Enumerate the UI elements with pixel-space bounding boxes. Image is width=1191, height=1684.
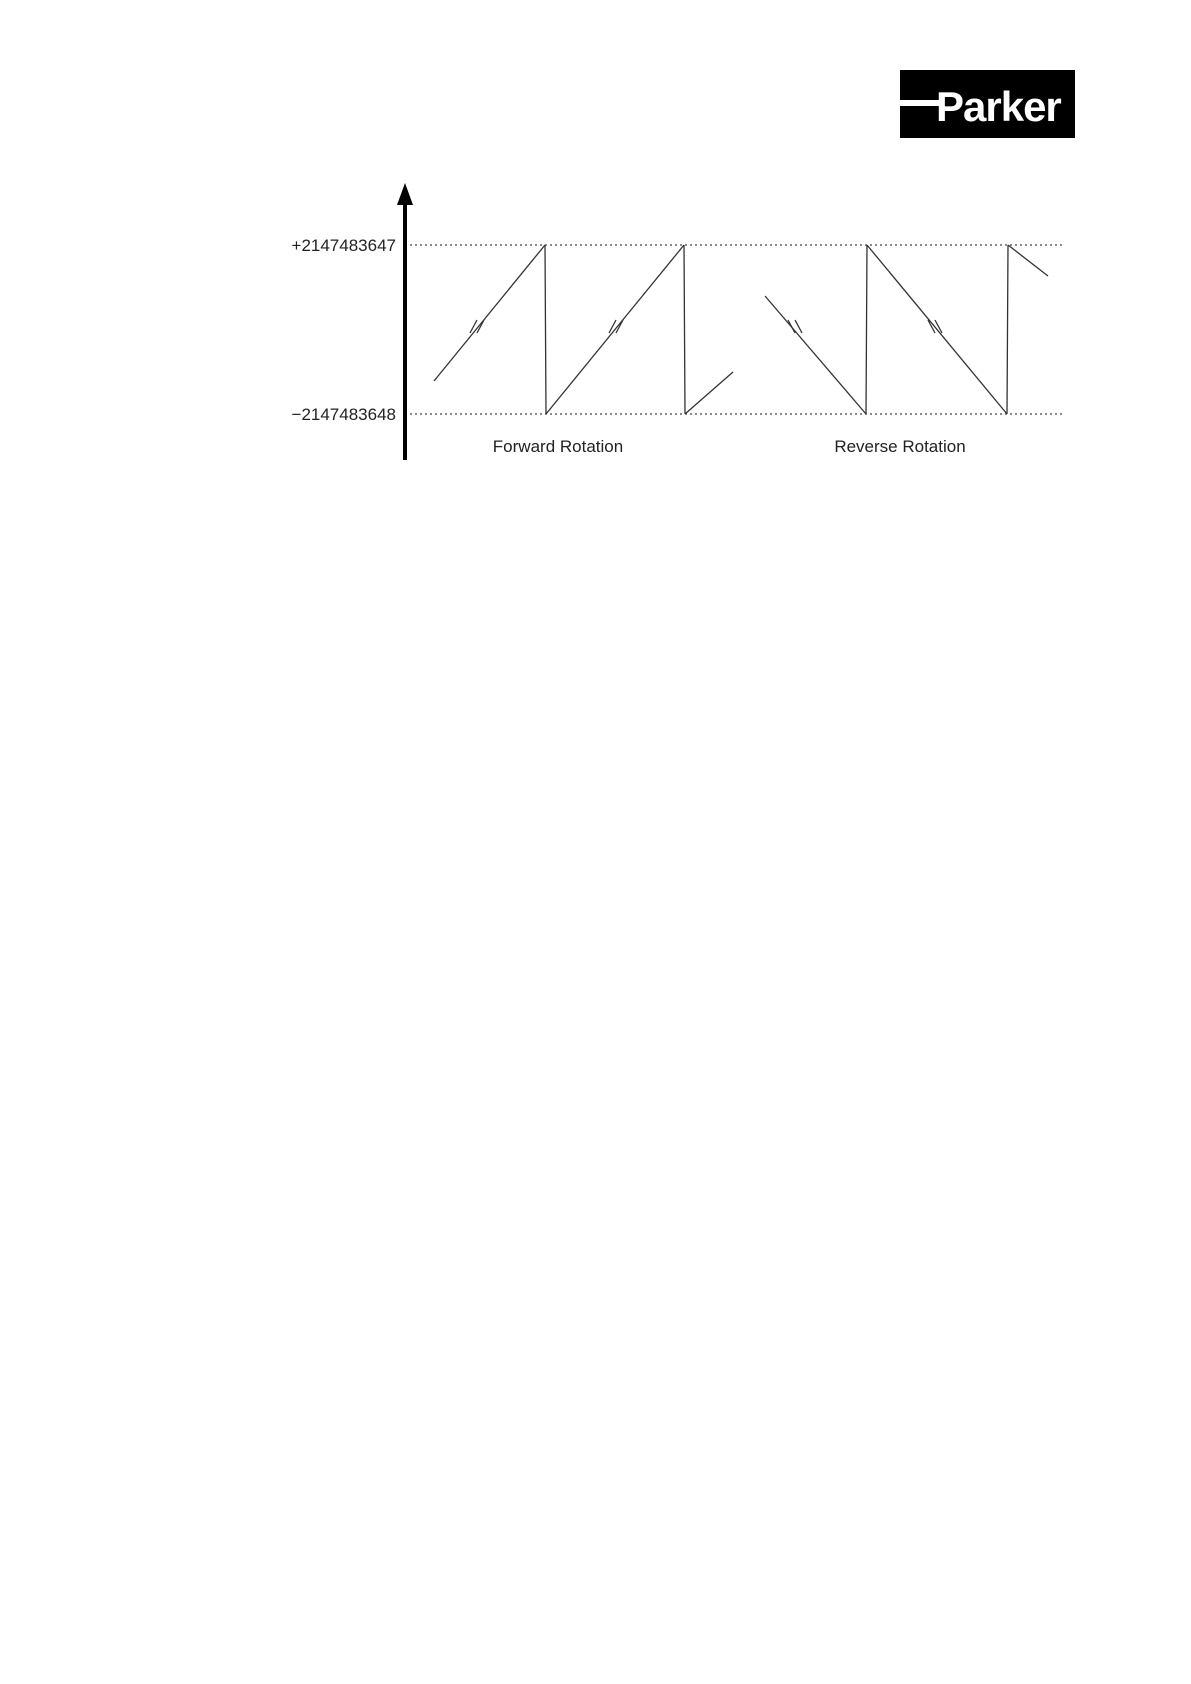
forward-break-mark-1a [470,320,477,333]
reverse-break-mark-1b [795,320,802,333]
reverse-ramp-2 [867,245,1007,414]
forward-ramp-2 [546,245,684,414]
forward-drop-2 [684,245,685,414]
reverse-rotation-label: Reverse Rotation [834,437,966,456]
forward-rotation-label: Forward Rotation [492,437,624,456]
reverse-rise-2 [1007,245,1008,414]
reverse-rotation-trace [765,245,1048,414]
reverse-break-mark-1a [788,320,795,333]
forward-ramp-3 [685,372,733,414]
logo-wordmark: Parker [936,83,1061,130]
reverse-ramp-1 [765,296,866,414]
y-axis-arrow-icon [397,183,413,205]
forward-rotation-trace [434,245,733,414]
reverse-rise-1 [866,245,867,414]
forward-ramp-1 [434,245,545,381]
forward-break-mark-2a [609,320,616,333]
reverse-ramp-3 [1008,245,1048,276]
max-value-label: +2147483647 [291,236,396,255]
position-wraparound-diagram [0,0,1191,700]
forward-drop-1 [545,245,546,414]
min-value-label: −2147483648 [291,405,396,424]
